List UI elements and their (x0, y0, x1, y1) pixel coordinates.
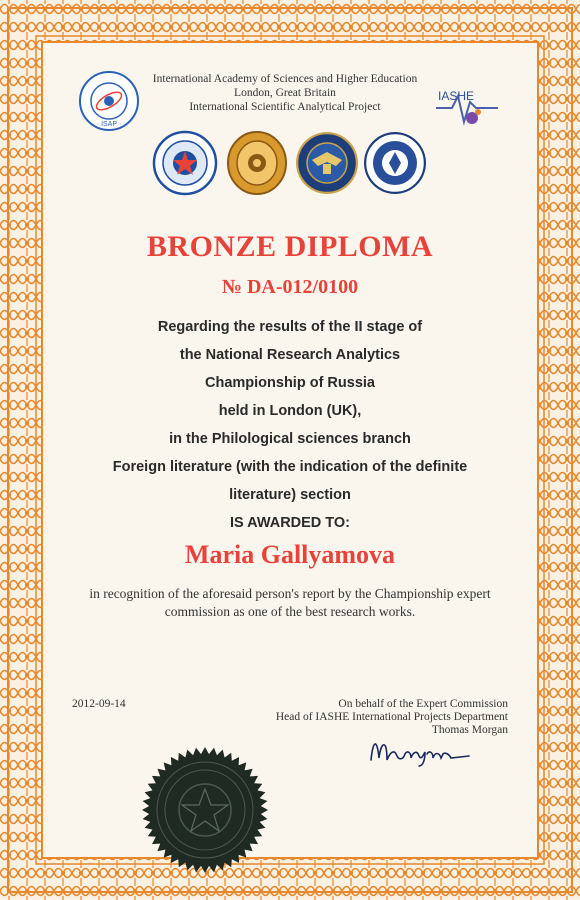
isap-logo-label: · ISAP · (96, 121, 122, 128)
iashe-logo-label: IASHE (438, 89, 475, 103)
seal-stamp (140, 745, 270, 875)
award-reason-line: Championship of Russia (205, 375, 375, 391)
signatory-line: Thomas Morgan (431, 724, 508, 736)
recognition-line: commission as one of the best research works. (164, 604, 416, 619)
award-reason-line: held in London (UK), (218, 403, 362, 419)
blue-crest-emblem (364, 132, 426, 194)
award-reason-line: the National Research Analytics (179, 347, 401, 363)
signatory-line: Head of IASHE International Projects Department (275, 711, 508, 723)
research-analytics-emblem (152, 130, 218, 196)
award-reason-line: Foreign literature (with the indication of the definite (112, 459, 468, 475)
award-reason (60, 313, 520, 509)
issue-date: 2012-09-14 (72, 698, 126, 710)
recipient-name: Maria Gallyamova (184, 540, 396, 569)
project-name: International Scientific Analytical Project (189, 101, 381, 113)
isap-logo (78, 70, 140, 132)
academy-name: International Academy of Sciences and Higher Education (152, 73, 418, 85)
handwritten-signature (365, 730, 475, 770)
award-reason-line: literature) section (229, 487, 351, 503)
blue-eagle-emblem (296, 132, 358, 194)
award-reason-line: Regarding the results of the II stage of (157, 319, 423, 335)
diploma-title: BRONZE DIPLOMA (146, 230, 434, 263)
header-text (145, 72, 425, 114)
academy-location: London, Great Britain (234, 87, 336, 99)
recognition-text (40, 585, 540, 621)
iashe-logo (432, 78, 502, 134)
award-reason-line: in the Philological sciences branch (169, 431, 411, 447)
academy-gold-emblem (226, 130, 288, 196)
awarded-to-label: IS AWARDED TO: (229, 515, 351, 531)
signatory-line: On behalf of the Expert Commission (338, 698, 508, 710)
diploma-number: № DA-012/0100 (221, 276, 359, 298)
recognition-line: in recognition of the aforesaid person's report by the Championship expert (89, 586, 491, 601)
